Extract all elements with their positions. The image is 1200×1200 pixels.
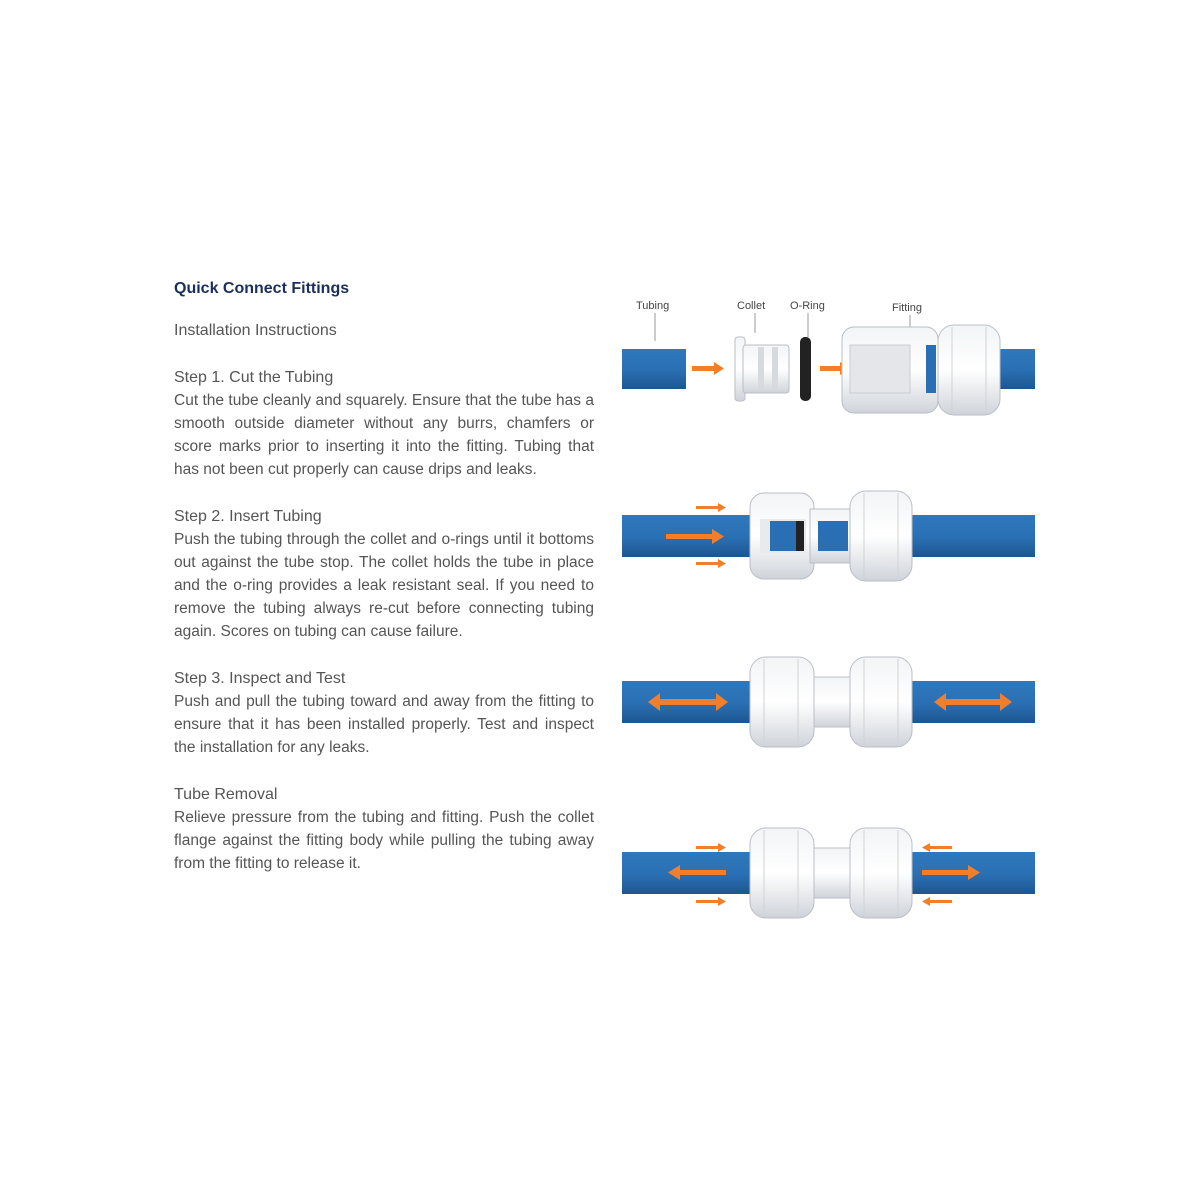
assembled-fitting xyxy=(750,491,912,581)
collet-part xyxy=(735,337,789,401)
arrow-left-icon xyxy=(922,897,952,906)
tube-segment xyxy=(906,515,1035,557)
arrow-right-icon xyxy=(696,897,726,906)
step-cut-tubing xyxy=(174,366,594,481)
arrow-right-icon xyxy=(696,843,726,852)
fitting-part xyxy=(842,325,1035,415)
tubing-label: Tubing xyxy=(636,300,670,312)
insert-view xyxy=(622,491,1035,581)
tube-segment xyxy=(622,349,686,389)
fitting-diagram-svg xyxy=(610,285,1050,945)
step-body: Push the tubing through the collet and o-rings until it bottoms out against the tube stop. The collet holds the tube in place and the o-ring provides a leak resistant seal. If you need to remove the tubing always re-cut before connecting tubing again. Scores on tubing can cause failure. xyxy=(174,531,594,640)
oring-label: O-Ring xyxy=(790,300,825,312)
step-tube-removal xyxy=(174,783,594,875)
step-heading: Tube Removal xyxy=(174,786,278,803)
assembled-fitting xyxy=(750,657,912,747)
step-body: Push and pull the tubing toward and away from the fitting to ensure that it has been installed properly. Test and inspect the installation for any leaks. xyxy=(174,693,594,756)
document-title: Quick Connect Fittings xyxy=(174,280,350,297)
assembled-fitting xyxy=(750,828,912,918)
exploded-view xyxy=(622,300,1035,415)
collet-label: Collet xyxy=(737,300,766,312)
arrow-left-icon xyxy=(922,843,952,852)
oring-part xyxy=(800,337,811,401)
instructions-column xyxy=(174,278,594,899)
step-body: Relieve pressure from the tubing and fitting. Push the collet flange against the fitting body while pulling the tubing away from the fitting to release it. xyxy=(174,809,594,872)
fitting-diagram xyxy=(610,285,1050,945)
step-insert-tubing xyxy=(174,505,594,643)
fitting-label: Fitting xyxy=(892,302,922,314)
arrow-right-icon xyxy=(692,362,724,375)
arrow-right-icon xyxy=(696,559,726,568)
step-heading: Step 3. Inspect and Test xyxy=(174,670,346,687)
step-heading: Step 2. Insert Tubing xyxy=(174,508,322,525)
inspect-view xyxy=(622,657,1035,747)
document-subtitle: Installation Instructions xyxy=(174,322,337,339)
step-heading: Step 1. Cut the Tubing xyxy=(174,369,334,386)
step-body: Cut the tube cleanly and squarely. Ensure that the tube has a smooth outside diameter without any burrs, chamfers or score marks prior to inserting it into the fitting. Tubing that has not been cut properly can cause drips and leaks. xyxy=(174,392,594,478)
removal-view xyxy=(622,828,1035,918)
arrow-right-icon xyxy=(696,503,726,512)
step-inspect-test xyxy=(174,667,594,759)
